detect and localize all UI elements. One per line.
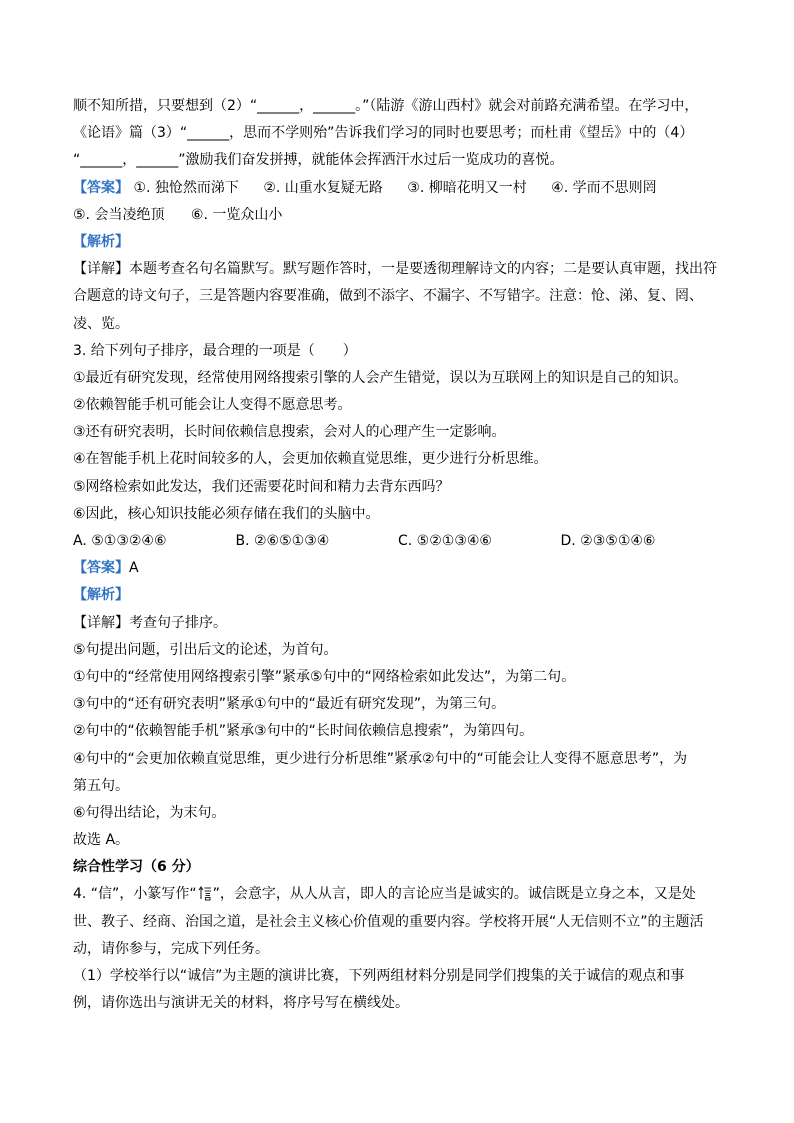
- answer-row: [73, 555, 723, 582]
- text-line: 《论语》篇（3）“______，思而不学则殆”告诉我们学习的同时也要思考；而杜甫《望岳》中的（4）: [73, 125, 694, 142]
- question-text: 世、教子、经商、治国之道，是社会主义核心价值观的重要内容。学校将开展“人无信则不立”的主题活: [73, 913, 704, 930]
- question-text: 动，请你参与，完成下列任务。: [73, 940, 269, 957]
- detail-label: 【详解】: [73, 614, 129, 631]
- question-stem: [73, 881, 723, 908]
- options-row: [73, 528, 723, 555]
- analysis-text: [73, 256, 723, 283]
- answer-item: ⑥. 一览众山小: [190, 206, 283, 223]
- document-content: [73, 93, 723, 1017]
- answer-row: [73, 175, 723, 202]
- answer-item: ①. 独怆然而涕下: [133, 179, 239, 196]
- sentence-item: ③还有研究表明，长时间依赖信息搜索，会对人的心理产生一定影响。: [73, 424, 506, 441]
- question-text: 4. “信”，小篆写作“: [73, 886, 197, 903]
- analysis-text-part: 本题考查名句名篇默写。默写题作答时，一是要透彻理解诗文的内容；二是要认真审题，找出符: [129, 261, 717, 278]
- answer-item: ⑤. 会当凌绝顶: [73, 206, 165, 223]
- analysis-label: 【解析】: [73, 233, 129, 250]
- analysis-text: 凌、览。: [73, 315, 129, 332]
- answer-item: ④. 学而不思则罔: [551, 179, 657, 196]
- analysis-text: [73, 610, 723, 637]
- question-text: ”，会意字，从人从言，即人的言论应当是诚实的。诚信既是立身之本，又是处: [212, 886, 696, 903]
- analysis-text: ⑤句提出问题，引出后文的论述，为首句。: [73, 641, 338, 658]
- sentence-item: ⑤网络检索如此发达，我们还需要花时间和精力去背东西吗？: [73, 478, 450, 495]
- answer-value: A: [129, 560, 139, 577]
- option-b: B. ②⑥⑤①③④: [235, 533, 330, 549]
- analysis-text: ⑥句得出结论，为末句。: [73, 804, 226, 821]
- analysis-text-part: 考查句子排序。: [129, 614, 227, 631]
- answer-label: 【答案】: [73, 560, 129, 577]
- option-d: D. ②③⑤①④⑥: [560, 533, 656, 549]
- sentence-item: ②依赖智能手机可能会让人变得不愿意思考。: [73, 397, 352, 414]
- text-line: “______，______”激励我们奋发拼搏，就能体会挥洒汗水过后一览成功的喜悦。: [73, 152, 564, 169]
- seal-script-character-icon: [198, 885, 212, 901]
- sentence-item: ⑥因此，核心知识技能必须存储在我们的头脑中。: [73, 505, 380, 522]
- analysis-text: ③句中的“还有研究表明”紧承①句中的“最近有研究发现”，为第三句。: [73, 696, 506, 713]
- analysis-text: 合题意的诗文句子，三是答题内容要准确，做到不添字、不漏字、不写错字。注意：怆、涕、复、罔、: [73, 288, 703, 305]
- question-text: 例，请你选出与演讲无关的材料，将序号写在横线处。: [73, 995, 409, 1012]
- analysis-text: 第五句。: [73, 777, 129, 794]
- analysis-text: 故选 A。: [73, 832, 130, 849]
- detail-label: 【详解】: [73, 261, 129, 278]
- answer-row: [73, 202, 723, 229]
- answer-item: ③. 柳暗花明又一村: [407, 179, 527, 196]
- text-line: 顺不知所措，只要想到（2）“______，______。”（陆游《游山西村》就会对前路充满希望。在学习中，: [73, 98, 699, 114]
- sentence-item: ④在智能手机上花时间较多的人，会更加依赖直觉思维，更少进行分析思维。: [73, 451, 548, 468]
- analysis-text: ④句中的“会更加依赖直觉思维，更少进行分析思维”紧承②句中的“可能会让人变得不愿意思考”，为: [73, 750, 688, 767]
- section-title: 综合性学习（6 分）: [73, 859, 200, 876]
- sentence-item: ①最近有研究发现，经常使用网络搜索引擎的人会产生错觉，误以为互联网上的知识是自己的知识。: [73, 369, 688, 386]
- option-c: C. ⑤②①③④⑥: [398, 533, 492, 549]
- answer-item: ②. 山重水复疑无路: [263, 179, 383, 196]
- option-a: A. ⑤①③②④⑥: [73, 533, 167, 549]
- question-stem: 3. 给下列句子排序，最合理的一项是（ ）: [73, 342, 357, 359]
- analysis-label: 【解析】: [73, 587, 129, 604]
- answer-label: 【答案】: [73, 179, 129, 196]
- question-text: （1）学校举行以“诚信”为主题的演讲比赛，下列两组材料分别是同学们搜集的关于诚信的观点和事: [73, 968, 685, 984]
- analysis-text: ①句中的“经常使用网络搜索引擎”紧承⑤句中的“网络检索如此发达”，为第二句。: [73, 668, 576, 685]
- analysis-text: ②句中的“依赖智能手机”紧承③句中的“长时间依赖信息搜索”，为第四句。: [73, 723, 534, 740]
